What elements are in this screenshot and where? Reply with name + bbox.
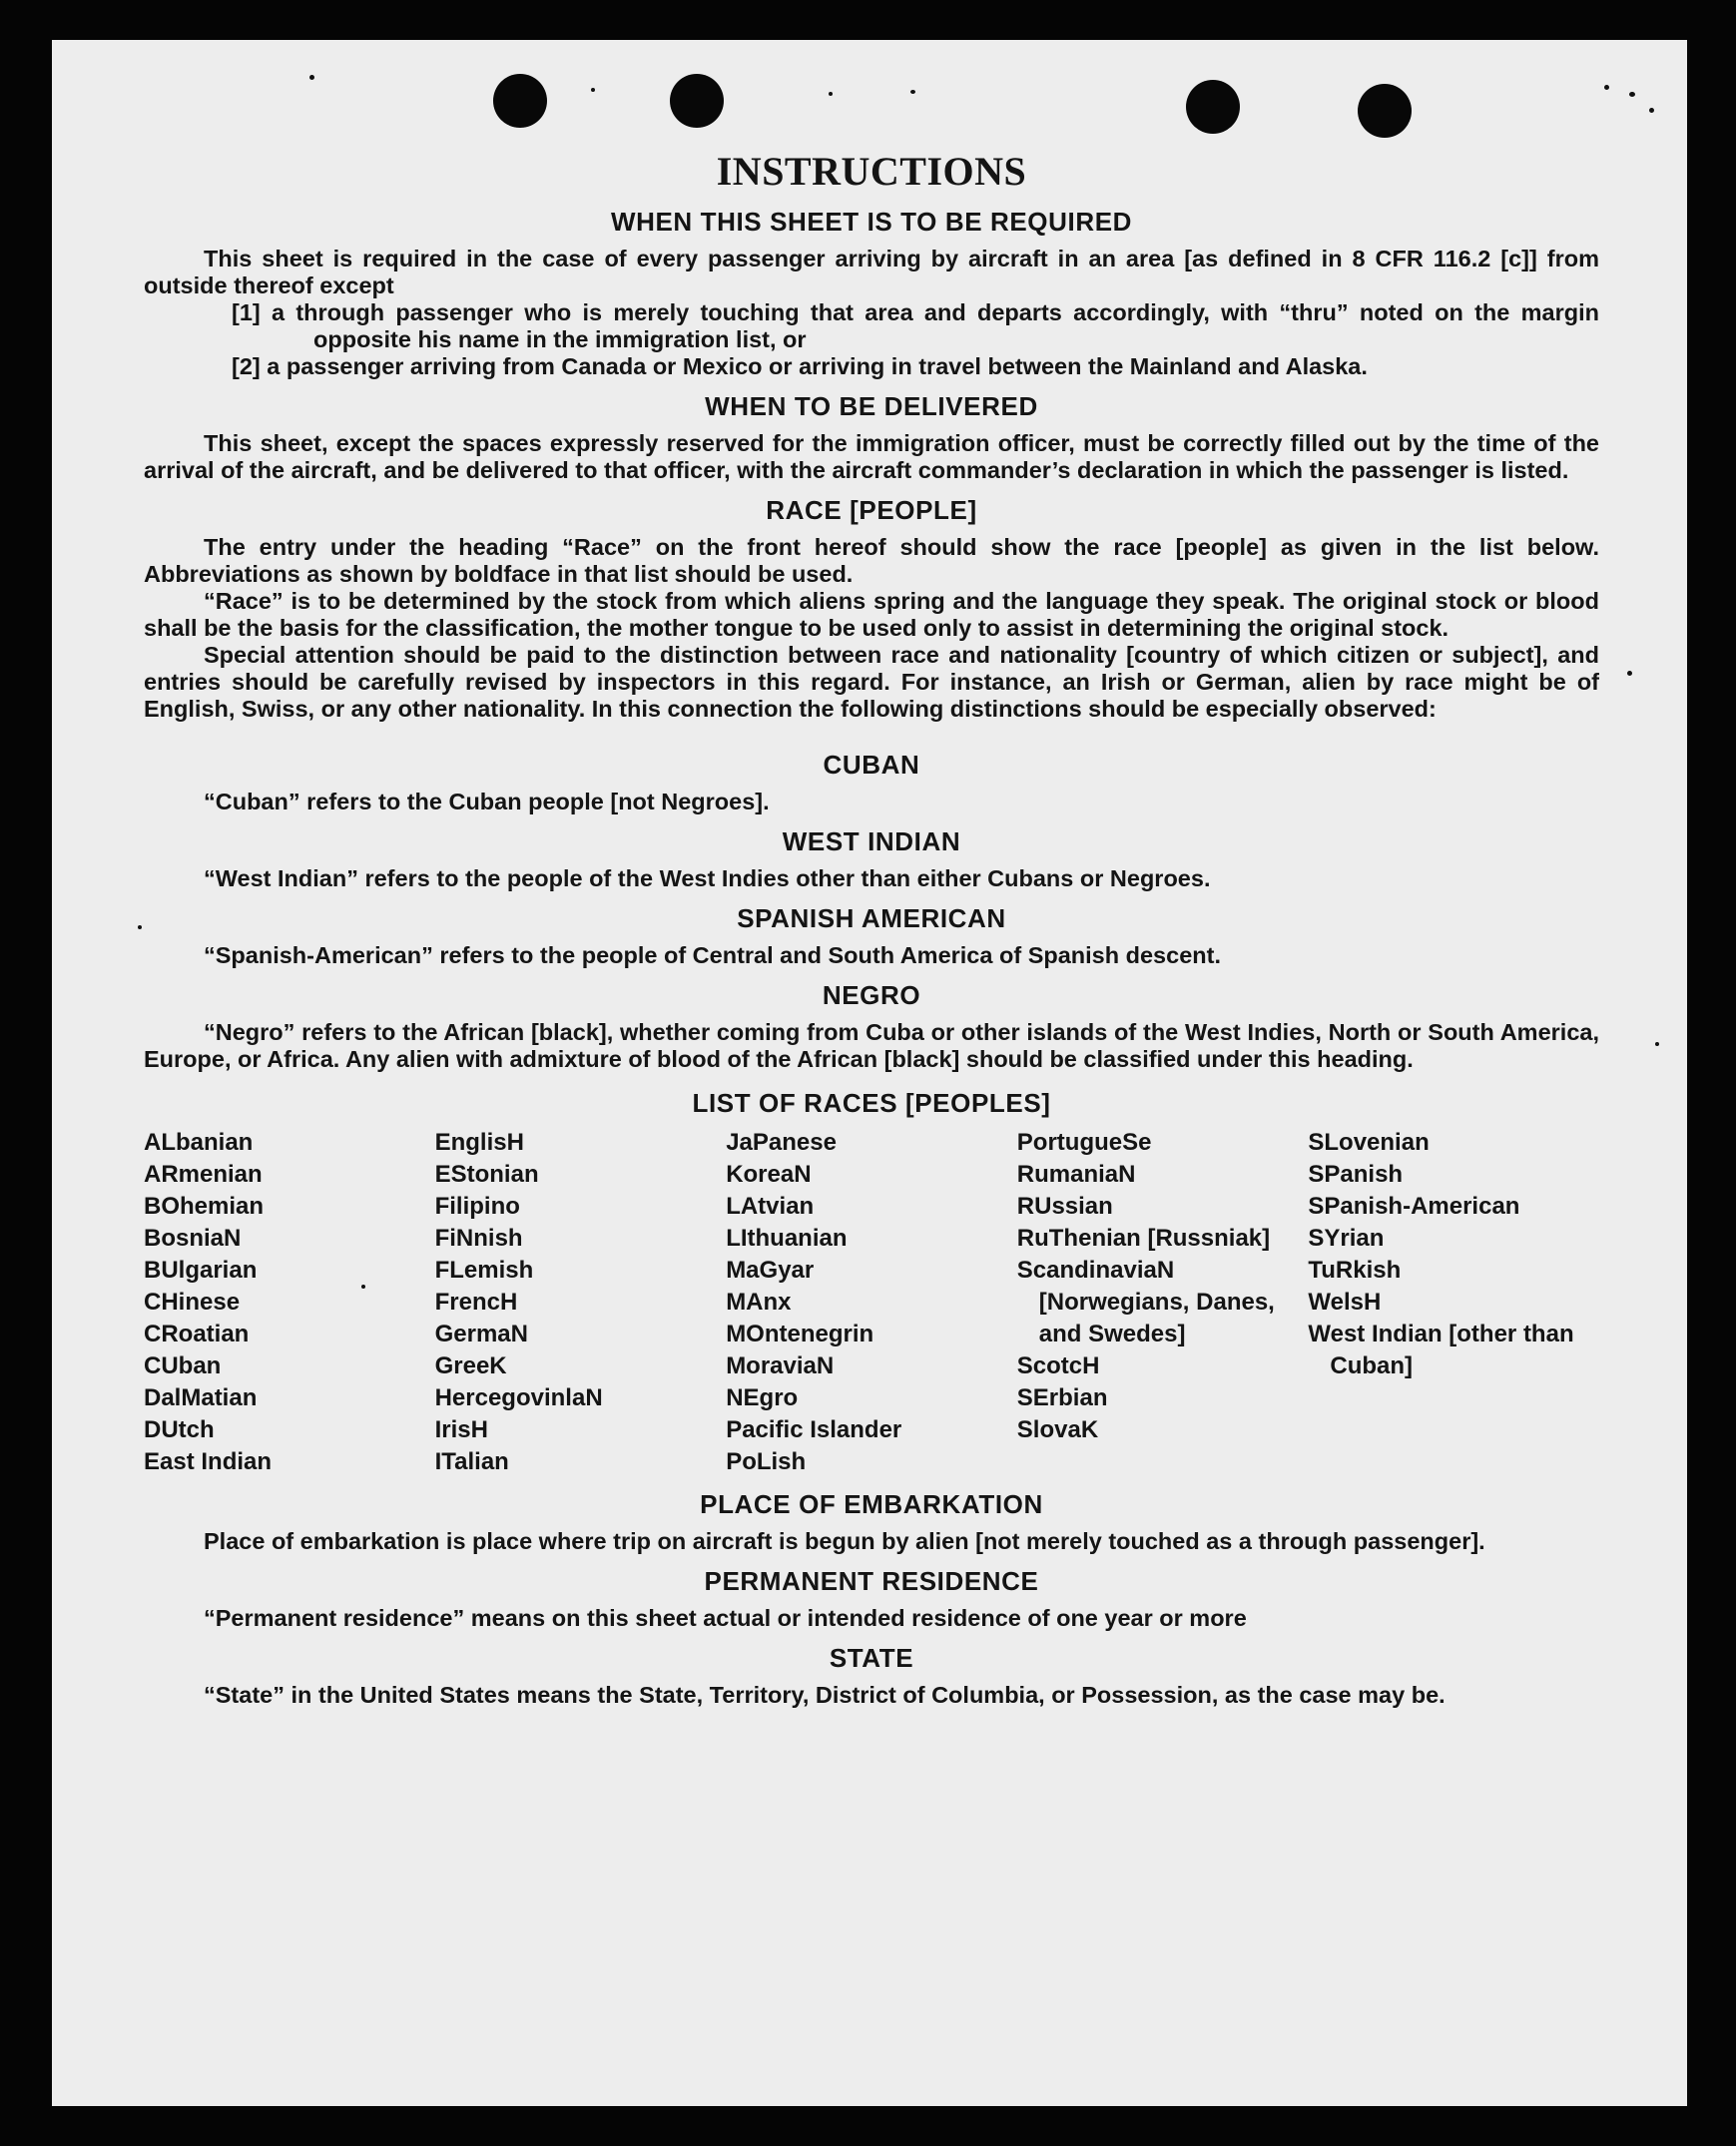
races-column-1 <box>144 1127 435 1478</box>
paragraph-west-indian: “West Indian” refers to the people of the West Indies other than either Cubans or Negroes. <box>204 865 1211 891</box>
race-entry: FiNnish <box>434 1225 523 1252</box>
heading-spanish-american: SPANISH AMERICAN <box>737 903 1006 933</box>
race-entry: GreeK <box>434 1352 507 1379</box>
punch-hole <box>493 74 547 128</box>
race-entry: East Indian <box>144 1448 273 1475</box>
page-title: INSTRUCTIONS <box>716 149 1027 194</box>
race-entry: SYrian <box>1308 1225 1385 1252</box>
race-entry: LIthuanian <box>726 1225 848 1252</box>
races-column-5 <box>1308 1127 1599 1478</box>
list-item-canada-mexico: [2] a passenger arriving from Canada or Mexico or arriving in travel between the Mainland and Alaska. <box>232 353 1368 379</box>
race-entry: CRoatian <box>144 1321 250 1347</box>
paragraph-when-delivered: This sheet, except the spaces expressly reserved for the immigration officer, must be correctly filled out by the time of the arrival of the aircraft, and be delivered to that officer, with the aircraft commander’s declaration in which the passenger is listed. <box>144 430 1599 483</box>
race-entry: SlovaK <box>1016 1416 1099 1443</box>
race-entry: WelsH <box>1308 1289 1382 1316</box>
paragraph-state: “State” in the United States means the State, Territory, District of Columbia, or Possession, as the case may be. <box>204 1682 1446 1708</box>
race-entry: KoreaN <box>726 1161 812 1188</box>
race-entry: BosniaN <box>144 1225 242 1252</box>
paragraph-cuban: “Cuban” refers to the Cuban people [not Negroes]. <box>204 789 770 814</box>
race-entry: NEgro <box>726 1384 799 1411</box>
race-entry: BOhemian <box>144 1193 265 1220</box>
races-column-2 <box>435 1127 727 1478</box>
race-entry: ScandinaviaN [Norwegians, Danes, and Swedes] <box>1016 1257 1275 1347</box>
document-page <box>52 40 1687 2106</box>
race-entry: PoLish <box>726 1448 807 1475</box>
race-entry: SPanish-American <box>1308 1193 1520 1220</box>
race-entry: Pacific Islander <box>726 1416 902 1443</box>
race-entry: DUtch <box>144 1416 215 1443</box>
heading-permanent-residence: PERMANENT RESIDENCE <box>704 1566 1039 1596</box>
heading-place-of-embarkation: PLACE OF EMBARKATION <box>700 1489 1043 1519</box>
race-entry: HercegovinlaN <box>434 1384 603 1411</box>
except-word: except <box>319 272 394 298</box>
race-entry: ScotcH <box>1016 1352 1100 1379</box>
race-entry: JaPanese <box>726 1129 837 1156</box>
race-entry: SPanish <box>1308 1161 1404 1188</box>
heading-list-of-races: LIST OF RACES [PEOPLES] <box>692 1088 1051 1118</box>
heading-negro: NEGRO <box>822 980 921 1010</box>
races-column-4 <box>1017 1127 1309 1478</box>
race-entry: ARmenian <box>144 1161 263 1188</box>
heading-when-required: WHEN THIS SHEET IS TO BE REQUIRED <box>610 207 1133 237</box>
paragraph-when-required: This sheet is required in the case of every passenger arriving by aircraft in an area [as defined in 8 CFR 116.2 [c]] from outside thereof except <box>144 246 1599 298</box>
paragraph-residence: “Permanent residence” means on this sheet actual or intended residence of one year or more <box>204 1605 1247 1631</box>
race-entry: MaGyar <box>726 1257 815 1284</box>
race-entry: CUban <box>144 1352 222 1379</box>
race-entry: PortugueSe <box>1016 1129 1152 1156</box>
race-entry: TuRkish <box>1308 1257 1402 1284</box>
paragraph-race-2: “Race” is to be determined by the stock from which aliens spring and the language they speak. The original stock or blood shall be the basis for the classification, the mother tongue to be used only to assist in determining the original stock. <box>144 588 1599 641</box>
heading-when-delivered: WHEN TO BE DELIVERED <box>705 391 1038 421</box>
instructions-body <box>144 148 1599 1709</box>
race-entry: MAnx <box>726 1289 792 1316</box>
race-entry: West Indian [other than Cuban] <box>1308 1321 1574 1379</box>
list-item-through-passenger: [1] a through passenger who is merely touching that area and departs accordingly, with “thru” noted on the margin opposite his name in the immigration list, or <box>232 299 1599 352</box>
races-column-3 <box>726 1127 1017 1478</box>
punch-hole <box>1186 80 1240 134</box>
punch-hole <box>670 74 724 128</box>
paragraph-race-1: The entry under the heading “Race” on the front hereof should show the race [people] as given in the list below. Abbreviations as shown by boldface in that list should be used. <box>144 534 1599 587</box>
race-entry: MOntenegrin <box>726 1321 874 1347</box>
race-entry: EStonian <box>434 1161 539 1188</box>
race-entry: MoraviaN <box>726 1352 835 1379</box>
heading-west-indian: WEST INDIAN <box>782 826 961 856</box>
race-entry: FLemish <box>434 1257 534 1284</box>
race-entry: GermaN <box>434 1321 528 1347</box>
punch-hole <box>1358 84 1412 138</box>
race-entry: ALbanian <box>144 1129 254 1156</box>
paragraph-spanish-american: “Spanish-American” refers to the people of Central and South America of Spanish descent. <box>204 942 1221 968</box>
race-entry: IrisH <box>434 1416 488 1443</box>
race-entry: DalMatian <box>144 1384 258 1411</box>
race-entry: LAtvian <box>726 1193 815 1220</box>
race-entry: CHinese <box>144 1289 241 1316</box>
race-entry: RumaniaN <box>1016 1161 1136 1188</box>
race-entry: BUlgarian <box>144 1257 258 1284</box>
race-entry: FrencH <box>434 1289 518 1316</box>
race-entry: Filipino <box>434 1193 520 1220</box>
heading-cuban: CUBAN <box>823 750 920 780</box>
race-entry: SLovenian <box>1308 1129 1430 1156</box>
paragraph-embarkation: Place of embarkation is place where trip on aircraft is begun by alien [not merely touched as a through passenger]. <box>204 1528 1485 1554</box>
race-entry: RuThenian [Russniak] <box>1016 1225 1271 1252</box>
race-entry: SErbian <box>1016 1384 1108 1411</box>
race-entry: RUssian <box>1016 1193 1113 1220</box>
heading-race: RACE [PEOPLE] <box>766 495 977 525</box>
race-entry: ITalian <box>434 1448 509 1475</box>
race-entry: EnglisH <box>434 1129 524 1156</box>
races-list <box>144 1127 1599 1478</box>
heading-state: STATE <box>829 1643 914 1673</box>
paragraph-race-3: Special attention should be paid to the distinction between race and nationality [country of which citizen or subject], and entries should be carefully revised by inspectors in this regard. For instance, an Irish or German, alien by race might be of English, Swiss, or any other nationality. In this connection the following distinctions should be especially observed: <box>144 642 1599 722</box>
paragraph-negro: “Negro” refers to the African [black], whether coming from Cuba or other islands of the West Indies, North or South America, Europe, or Africa. Any alien with admixture of blood of the African [black] should be classified under this heading. <box>144 1019 1599 1072</box>
